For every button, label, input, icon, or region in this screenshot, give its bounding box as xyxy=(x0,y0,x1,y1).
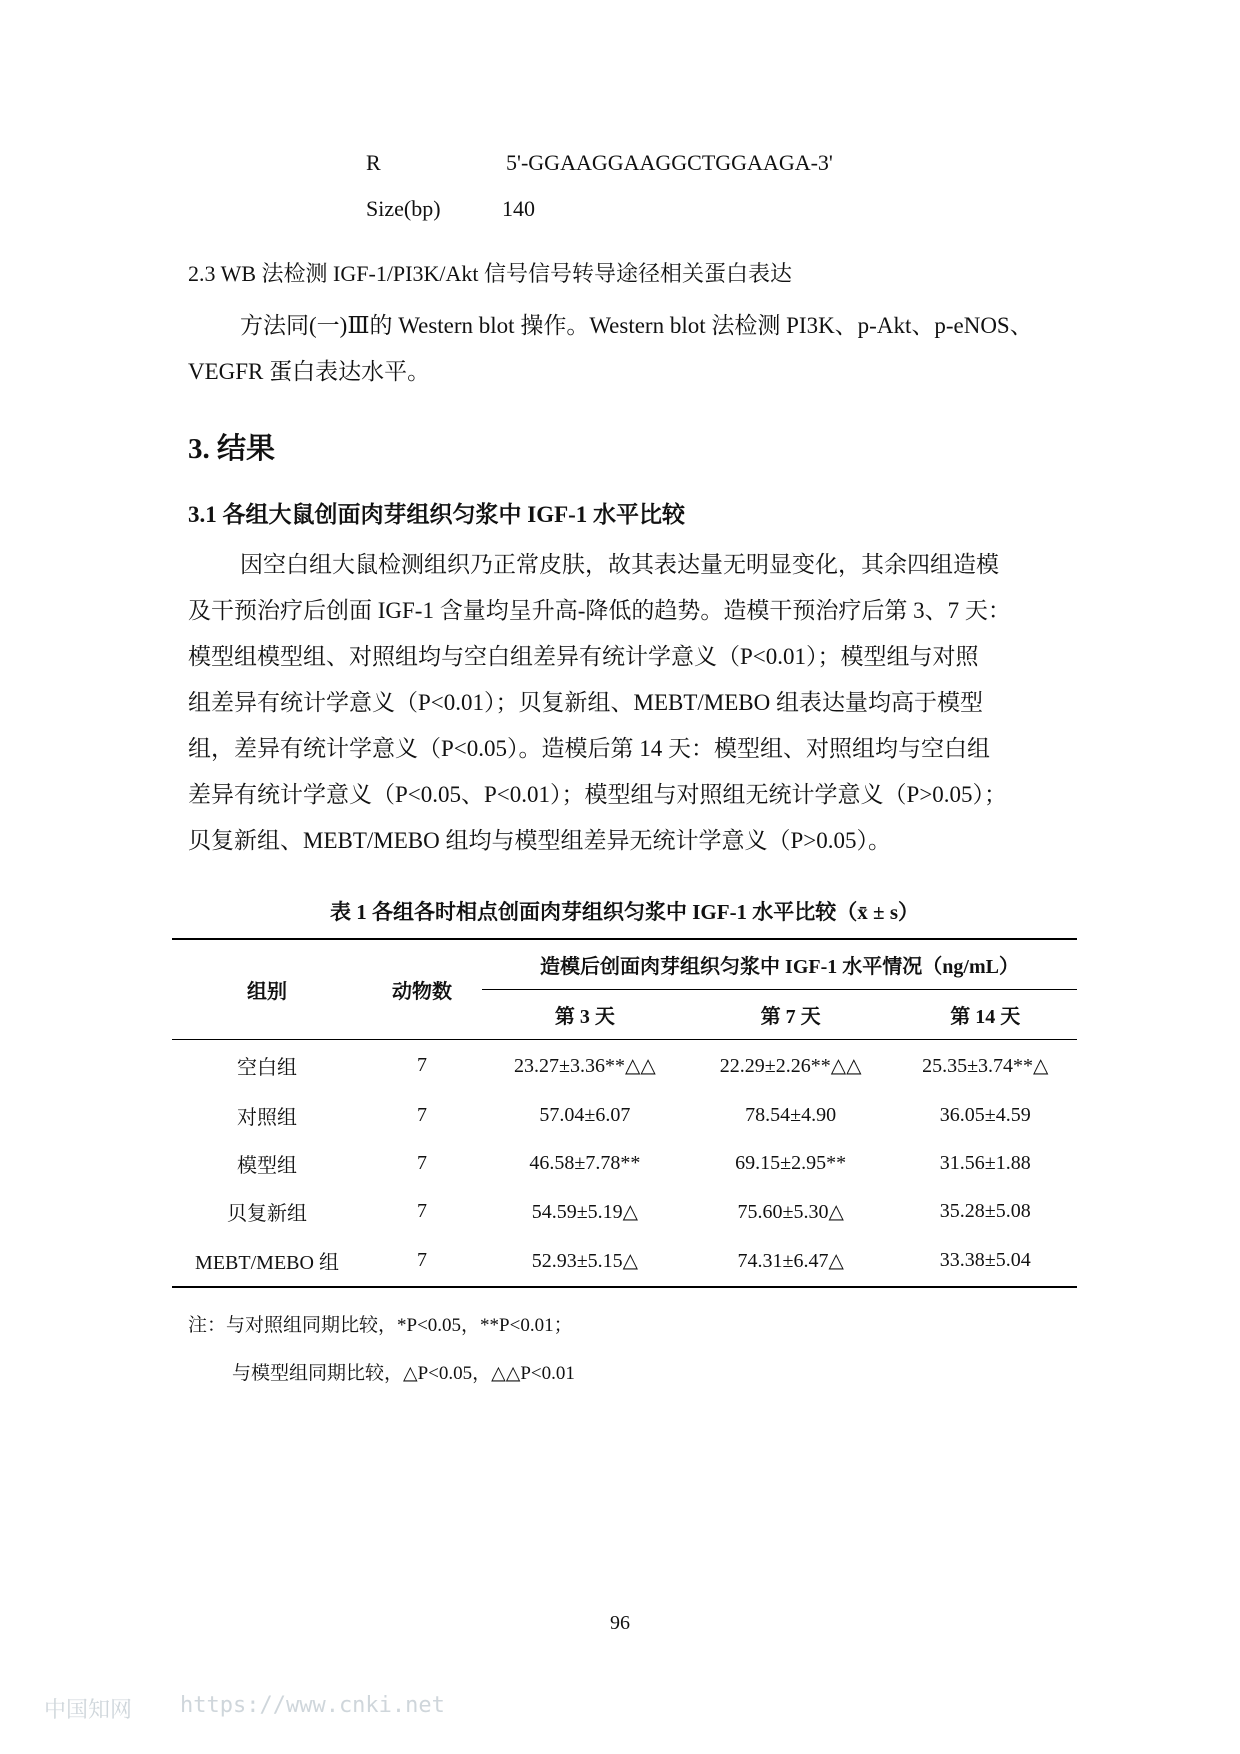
body-line: 因空白组大鼠检测组织乃正常皮肤，故其表达量无明显变化，其余四组造模 xyxy=(240,552,999,577)
cell-d14: 25.35±3.74**△ xyxy=(922,1054,1049,1077)
cell-d3: 52.93±5.15△ xyxy=(531,1250,639,1272)
body-line: 模型组模型组、对照组均与空白组差异有统计学意义（P<0.01）；模型组与对照 xyxy=(188,644,979,669)
section-2-3-line-2: VEGFR 蛋白表达水平。 xyxy=(188,359,431,384)
table-note-1: 注：与对照组同期比较，*P<0.05，**P<0.01； xyxy=(188,1315,573,1336)
cell-n: 7 xyxy=(417,1199,427,1222)
cell-group: 对照组 xyxy=(237,1106,297,1129)
section-3-heading: 3. 结果 xyxy=(188,433,276,465)
cell-d14: 36.05±4.59 xyxy=(939,1103,1031,1126)
cell-d14: 33.38±5.04 xyxy=(939,1249,1031,1271)
cell-d3: 46.58±7.78** xyxy=(529,1151,641,1174)
body-line: 贝复新组、MEBT/MEBO 组均与模型组差异无统计学意义（P>0.05）。 xyxy=(188,828,891,853)
cell-d7: 69.15±2.95** xyxy=(735,1151,847,1174)
cell-d14: 35.28±5.08 xyxy=(939,1199,1031,1222)
primer-size-label: Size(bp) xyxy=(366,196,441,221)
footer-url[interactable]: https://www.cnki.net xyxy=(180,1693,445,1718)
cell-group: 空白组 xyxy=(237,1056,297,1079)
data-table xyxy=(172,938,1077,1288)
cell-group: 贝复新组 xyxy=(227,1202,307,1225)
table-caption: 表 1 各组各时相点创面肉芽组织匀浆中 IGF-1 水平比较（x̄ ± s） xyxy=(329,900,920,924)
col-header-group: 组别 xyxy=(172,939,362,1039)
primer-r-sequence: 5'-GGAAGGAAGGCTGGAAGA-3' xyxy=(506,150,833,175)
cell-n: 7 xyxy=(417,1053,427,1076)
cell-d3: 57.04±6.07 xyxy=(539,1103,631,1126)
cell-d7: 74.31±6.47△ xyxy=(737,1250,844,1272)
igf1-table xyxy=(172,938,1077,1288)
cell-d7: 78.54±4.90 xyxy=(745,1103,837,1126)
cell-n: 7 xyxy=(417,1249,427,1271)
body-line: 组差异有统计学意义（P<0.01）；贝复新组、MEBT/MEBO 组表达量均高于模型 xyxy=(188,690,983,715)
body-line: 组，差异有统计学意义（P<0.05）。造模后第 14 天：模型组、对照组均与空白组 xyxy=(188,736,991,761)
primer-r-label: R xyxy=(366,150,381,175)
table-note-2: 与模型组同期比较，△P<0.05，△△P<0.01 xyxy=(232,1363,575,1384)
page-number: 96 xyxy=(610,1612,630,1634)
cell-n: 7 xyxy=(417,1151,427,1174)
cell-n: 7 xyxy=(417,1103,427,1126)
cell-d7: 75.60±5.30△ xyxy=(737,1200,844,1223)
table-row xyxy=(172,1091,1077,1139)
col-header-n: 动物数 xyxy=(362,939,482,1039)
primer-size-value: 140 xyxy=(502,196,535,221)
table-row xyxy=(172,1039,1077,1091)
table-row xyxy=(172,1187,1077,1235)
cell-d3: 23.27±3.36**△△ xyxy=(514,1054,656,1077)
cell-d3: 54.59±5.19△ xyxy=(531,1200,639,1223)
cell-d7: 22.29±2.26**△△ xyxy=(719,1054,862,1077)
table-row xyxy=(172,1235,1077,1287)
table-row xyxy=(172,1139,1077,1187)
section-3-1-heading: 3.1 各组大鼠创面肉芽组织匀浆中 IGF-1 水平比较 xyxy=(188,502,686,527)
footer-brand: 中国知网 xyxy=(44,1698,133,1723)
cell-group: MEBT/MEBO 组 xyxy=(195,1252,339,1274)
cell-d14: 31.56±1.88 xyxy=(939,1151,1031,1174)
col-header-day14: 第 14 天 xyxy=(894,989,1077,1039)
section-2-3-line-1: 方法同(一)Ⅲ的 Western blot 操作。Western blot 法检测 PI3K、p-Akt、p-eNOS、 xyxy=(240,313,1033,338)
section-3-1-body xyxy=(188,542,1068,864)
col-header-day3: 第 3 天 xyxy=(482,989,688,1039)
col-header-day7: 第 7 天 xyxy=(688,989,894,1039)
col-header-span: 造模后创面肉芽组织匀浆中 IGF-1 水平情况（ng/mL） xyxy=(482,939,1077,989)
body-line: 差异有统计学意义（P<0.05、P<0.01）；模型组与对照组无统计学意义（P>0.05）； xyxy=(188,782,1008,807)
section-2-3-heading: 2.3 WB 法检测 IGF-1/PI3K/Akt 信号信号转导途径相关蛋白表达 xyxy=(188,261,792,286)
cell-group: 模型组 xyxy=(237,1154,297,1177)
body-line: 及干预治疗后创面 IGF-1 含量均呈升高-降低的趋势。造模干预治疗后第 3、7 天： xyxy=(188,598,1011,623)
